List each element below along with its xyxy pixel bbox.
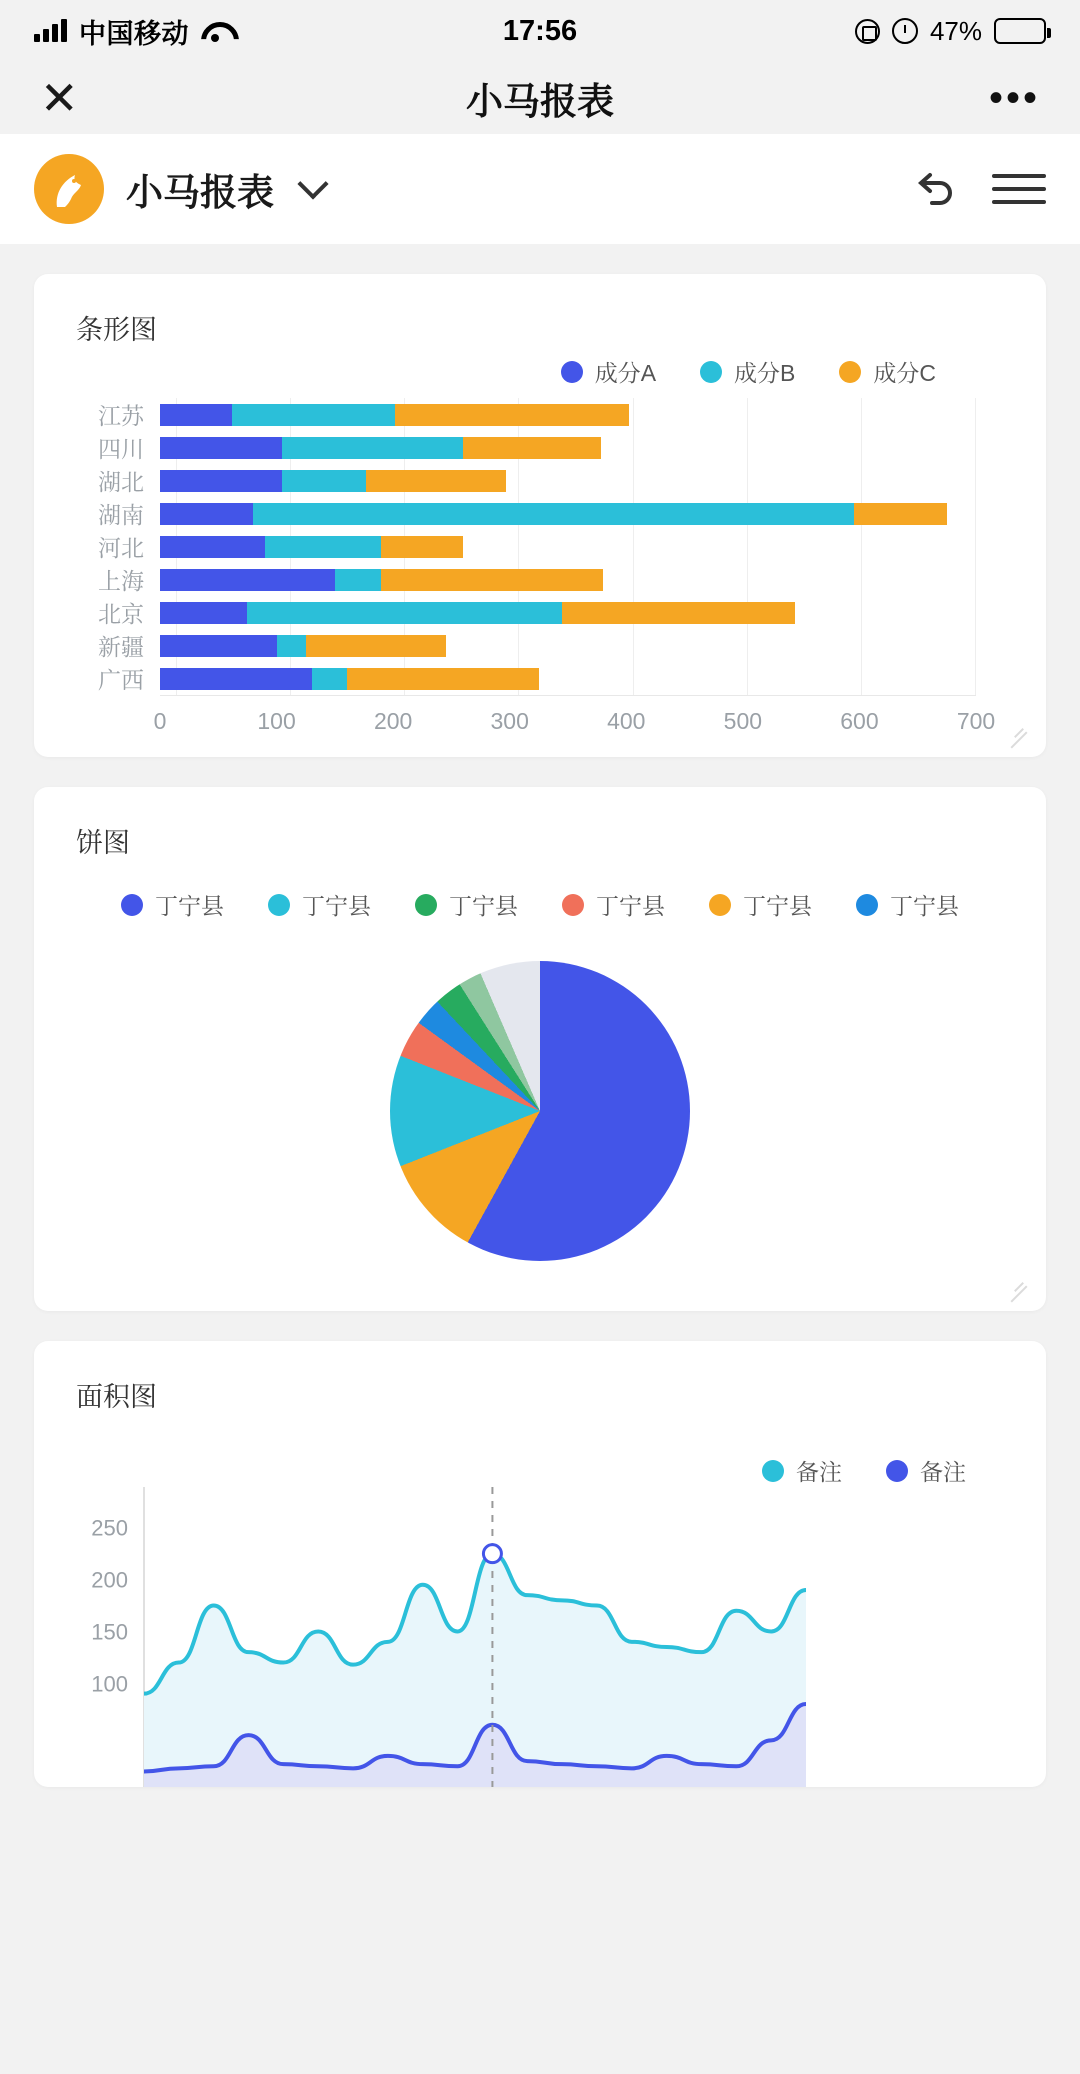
legend-label: 丁宁县 <box>743 893 812 919</box>
app-title: 小马报表 <box>126 172 274 213</box>
legend-item[interactable] <box>121 888 224 921</box>
area-y-tick-label: 150 <box>91 1619 128 1645</box>
pie-chart-plot <box>34 921 1046 1291</box>
bar-category-label: 北京 <box>98 601 144 627</box>
bar-segment[interactable] <box>247 602 562 624</box>
bar-x-tick-label: 300 <box>490 708 529 734</box>
bar-segment[interactable] <box>366 470 506 492</box>
legend-color-swatch <box>700 361 722 383</box>
status-time: 17:56 <box>502 14 578 47</box>
pie-chart-legend <box>34 888 1046 921</box>
bar-track[interactable] <box>160 668 976 690</box>
bar-category-label: 江苏 <box>98 403 144 429</box>
battery-icon <box>994 18 1046 44</box>
area-chart-graphic[interactable] <box>34 1487 1046 1787</box>
bar-segment[interactable] <box>381 536 463 558</box>
bar-segment[interactable] <box>854 503 947 525</box>
bar-x-tick-label: 500 <box>723 708 763 734</box>
carrier-label: 中国移动 <box>79 18 189 49</box>
bar-category-label: 河北 <box>98 535 144 561</box>
bar-category-label: 湖南 <box>98 502 144 528</box>
location-icon <box>855 19 880 44</box>
legend-label: 丁宁县 <box>890 893 959 919</box>
bar-segment[interactable] <box>160 635 277 657</box>
legend-label: 丁宁县 <box>155 893 224 919</box>
bar-track[interactable] <box>160 404 976 426</box>
legend-item[interactable] <box>856 888 959 921</box>
legend-color-swatch <box>561 361 583 383</box>
legend-item[interactable] <box>839 355 936 388</box>
bar-segment[interactable] <box>562 602 795 624</box>
bar-segment[interactable] <box>265 536 382 558</box>
bar-category-label: 新疆 <box>98 634 144 660</box>
bar-segment[interactable] <box>253 503 853 525</box>
legend-color-swatch <box>562 894 584 916</box>
bar-chart <box>34 388 1046 737</box>
bar-segment[interactable] <box>160 470 282 492</box>
header-actions <box>910 163 1046 216</box>
legend-label: 丁宁县 <box>449 893 518 919</box>
legend-label: 成分C <box>873 360 936 386</box>
bar-track[interactable] <box>160 437 976 459</box>
legend-item[interactable] <box>886 1454 966 1487</box>
bar-track[interactable] <box>160 635 976 657</box>
alarm-icon <box>892 18 918 44</box>
card-title-area: 面积图 <box>76 1382 157 1412</box>
legend-label: 成分B <box>734 360 796 386</box>
bar-chart-row <box>74 629 976 662</box>
close-icon[interactable]: ✕ <box>40 72 79 124</box>
legend-color-swatch <box>709 894 731 916</box>
bar-track[interactable] <box>160 470 976 492</box>
bar-category-label: 四川 <box>98 436 144 462</box>
legend-color-swatch <box>121 894 143 916</box>
card-title-pie: 饼图 <box>76 828 130 858</box>
bar-chart-row <box>74 464 976 497</box>
bar-x-tick-label: 100 <box>257 708 296 734</box>
bar-chart-legend <box>34 355 1046 388</box>
bar-segment[interactable] <box>160 437 282 459</box>
bar-segment[interactable] <box>160 569 335 591</box>
bar-chart-row <box>74 596 976 629</box>
legend-label: 备注 <box>920 1459 966 1485</box>
legend-item[interactable] <box>762 1454 842 1487</box>
bar-x-tick-label: 0 <box>153 708 167 734</box>
legend-color-swatch <box>886 1460 908 1482</box>
bar-segment[interactable] <box>277 635 306 657</box>
more-options-icon[interactable]: ••• <box>988 76 1040 120</box>
bar-segment[interactable] <box>347 668 539 690</box>
bar-segment[interactable] <box>463 437 601 459</box>
bar-segment[interactable] <box>381 569 602 591</box>
resize-handle-icon[interactable] <box>1006 1275 1030 1299</box>
bar-segment[interactable] <box>395 404 628 426</box>
bar-chart-row <box>74 431 976 464</box>
bar-segment[interactable] <box>232 404 395 426</box>
bar-segment[interactable] <box>160 602 247 624</box>
bar-segment[interactable] <box>312 668 347 690</box>
bar-chart-row <box>74 530 976 563</box>
status-bar <box>0 0 1080 62</box>
bar-track[interactable] <box>160 536 976 558</box>
legend-item[interactable] <box>415 888 518 921</box>
card-title-bar: 条形图 <box>76 315 157 345</box>
bar-segment[interactable] <box>160 668 312 690</box>
bar-chart-row <box>74 662 976 695</box>
report-content <box>0 274 1080 1787</box>
bar-chart-plot <box>74 398 976 695</box>
area-marker-point[interactable] <box>483 1545 501 1563</box>
bar-segment[interactable] <box>282 437 463 459</box>
legend-color-swatch <box>268 894 290 916</box>
bar-chart-row <box>74 563 976 596</box>
legend-label: 备注 <box>796 1459 842 1485</box>
legend-color-swatch <box>856 894 878 916</box>
bar-chart-x-axis <box>153 695 996 737</box>
bar-segment[interactable] <box>282 470 366 492</box>
legend-label: 丁宁县 <box>596 893 665 919</box>
bar-track[interactable] <box>160 503 976 525</box>
bar-segment[interactable] <box>306 635 446 657</box>
bar-x-tick-label: 700 <box>956 708 996 734</box>
area-y-tick-label: 100 <box>91 1671 128 1697</box>
card-bar-chart <box>34 274 1046 757</box>
bar-category-label: 广西 <box>98 667 144 693</box>
app-header <box>0 134 1080 244</box>
bar-track[interactable] <box>160 602 976 624</box>
area-y-tick-label: 250 <box>91 1515 128 1541</box>
bar-x-tick-label: 200 <box>373 708 413 734</box>
area-chart-plot <box>34 1487 1046 1787</box>
resize-handle-icon[interactable] <box>1006 721 1030 745</box>
bar-segment[interactable] <box>335 569 382 591</box>
chevron-down-icon[interactable] <box>297 168 328 199</box>
bar-x-tick-label: 600 <box>840 708 879 734</box>
area-y-tick-label: 200 <box>91 1567 128 1593</box>
bar-chart-row <box>74 398 976 431</box>
bar-x-tick-label: 400 <box>607 708 646 734</box>
legend-label: 成分A <box>594 360 657 386</box>
bar-category-label: 上海 <box>98 568 144 594</box>
bar-track[interactable] <box>160 569 976 591</box>
legend-item[interactable] <box>561 355 656 388</box>
legend-color-swatch <box>415 894 437 916</box>
bar-chart-row <box>74 497 976 530</box>
legend-label: 丁宁县 <box>302 893 371 919</box>
horse-logo-icon <box>34 154 104 224</box>
card-pie-chart <box>34 787 1046 1311</box>
card-area-chart <box>34 1341 1046 1787</box>
nav-bar <box>0 62 1080 134</box>
area-chart-legend <box>34 1454 1046 1487</box>
legend-item[interactable] <box>562 888 665 921</box>
legend-item[interactable] <box>700 355 795 388</box>
bar-segment[interactable] <box>160 404 232 426</box>
hamburger-menu-icon[interactable] <box>992 174 1046 204</box>
legend-color-swatch <box>839 361 861 383</box>
page-title: 小马报表 <box>466 81 614 122</box>
undo-icon[interactable] <box>910 163 958 216</box>
bar-category-label: 湖北 <box>98 469 144 495</box>
bar-segment[interactable] <box>160 536 265 558</box>
legend-item[interactable] <box>709 888 812 921</box>
bar-segment[interactable] <box>160 503 253 525</box>
battery-percent-label: 47% <box>929 15 982 46</box>
legend-item[interactable] <box>268 888 371 921</box>
legend-color-swatch <box>762 1460 784 1482</box>
pie-graphic[interactable] <box>390 961 690 1261</box>
